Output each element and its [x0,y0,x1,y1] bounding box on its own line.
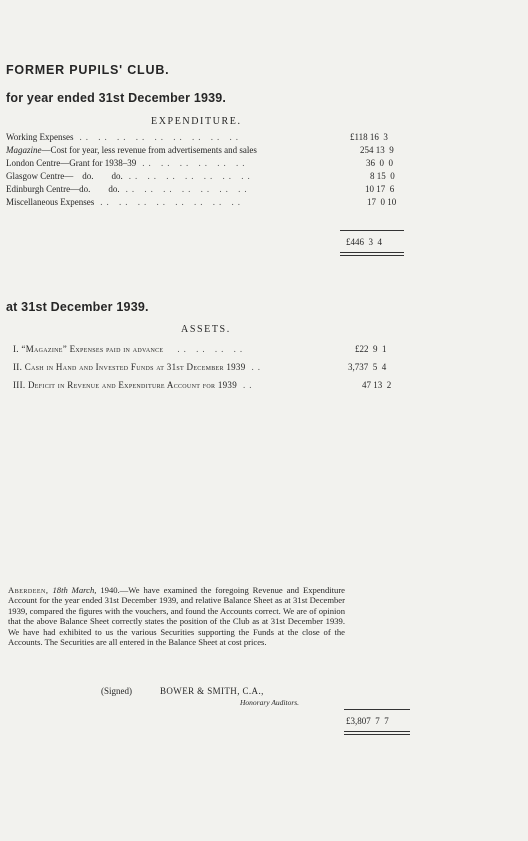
expenditure-row [6,157,248,169]
expenditure-row [6,144,257,156]
signatory: BOWER & SMITH, C.A., [160,686,264,696]
expenditure-total: £446 3 4 [346,237,382,247]
total-rule-double-2 [340,255,404,256]
expenditure-amount: £118 16 3 [350,132,388,142]
assets-title: ASSETS. [181,324,231,335]
row-label: —Cost for year, less revenue from advertisements and sales [41,145,257,155]
leader-dots: .. .. .. .. .. .. .. .. .. [79,132,243,142]
note-body: 1940.—We have examined the foregoing Revenue and Expenditure Account for the year ended 31st December 1939, and relative Balance Sheet as at 31st December 1939, compared the figures with the vouchers, and found the Accounts correct. We are of opinion that the above Balance Sheet correctly states the position of the Club as at 31st December 1939. We have had exhibited to us the various Securities supporting the Funds at the close of the Accounts. The Securities are all entered in the Balance Sheet at cost prices. [8,585,345,648]
assets-amount: 47 13 2 [362,380,392,390]
expenditure-row [6,183,251,195]
assets-row [13,361,264,373]
signed-label: (Signed) [101,686,132,696]
row-label: I. “Magazine” Expenses paid in advance [13,344,164,354]
assets-row [13,343,246,355]
leader-dots: .. .. .. .. .. .. .. .. [100,197,244,207]
assets-period-heading: at 31st December 1939. [6,300,149,314]
total-rule-top [340,230,404,231]
expenditure-amount: 254 13 9 [360,145,394,155]
total-rule-double-1 [340,252,404,253]
note-date: 18th March, [52,585,97,595]
assets-amount: 3,737 5 4 [348,362,387,372]
leader-dots: .. .. .. .. .. .. .. [125,184,251,194]
expenditure-row [6,131,242,143]
leader-dots: .. .. .. .. .. .. .. [128,171,254,181]
expenditure-amount: 10 17 6 [365,184,395,194]
leader-dots: .. .. .. .. .. .. [142,158,249,168]
expenditure-title: EXPENDITURE. [151,116,242,127]
total-rule-double-2 [344,734,410,735]
row-label: Glasgow Centre— do. do. [6,171,123,181]
expenditure-amount: 8 15 0 [370,171,395,181]
total-rule-double-1 [344,731,410,732]
assets-amount: £22 9 1 [355,344,387,354]
club-name: FORMER PUPILS' CLUB. [6,63,170,77]
row-label: London Centre—Grant for 1938–39 [6,158,137,168]
leader-dots: .. [251,362,265,372]
expenditure-row [6,196,244,208]
row-label: Working Expenses [6,132,74,142]
signatory-role: Honorary Auditors. [240,698,300,707]
auditors-note [8,585,345,647]
row-label: II. Cash in Hand and Invested Funds at 31st December 1939 [13,362,246,372]
leader-dots: .. .. .. .. [177,344,247,354]
assets-row [13,379,256,391]
expenditure-amount: 17 0 10 [367,197,397,207]
expenditure-amount: 36 0 0 [366,158,393,168]
expenditure-period-heading: for year ended 31st December 1939. [6,91,227,105]
note-place: Aberdeen, [8,585,49,595]
row-label: III. Deficit in Revenue and Expenditure Account for 1939 [13,380,238,390]
assets-total: £3,807 7 7 [346,716,389,726]
row-label: Edinburgh Centre—do. do. [6,184,120,194]
total-rule-top [344,709,410,710]
row-label: Miscellaneous Expenses [6,197,95,207]
leader-dots: .. [243,380,256,390]
row-label-italic: Magazine [6,145,42,155]
expenditure-row [6,170,254,182]
